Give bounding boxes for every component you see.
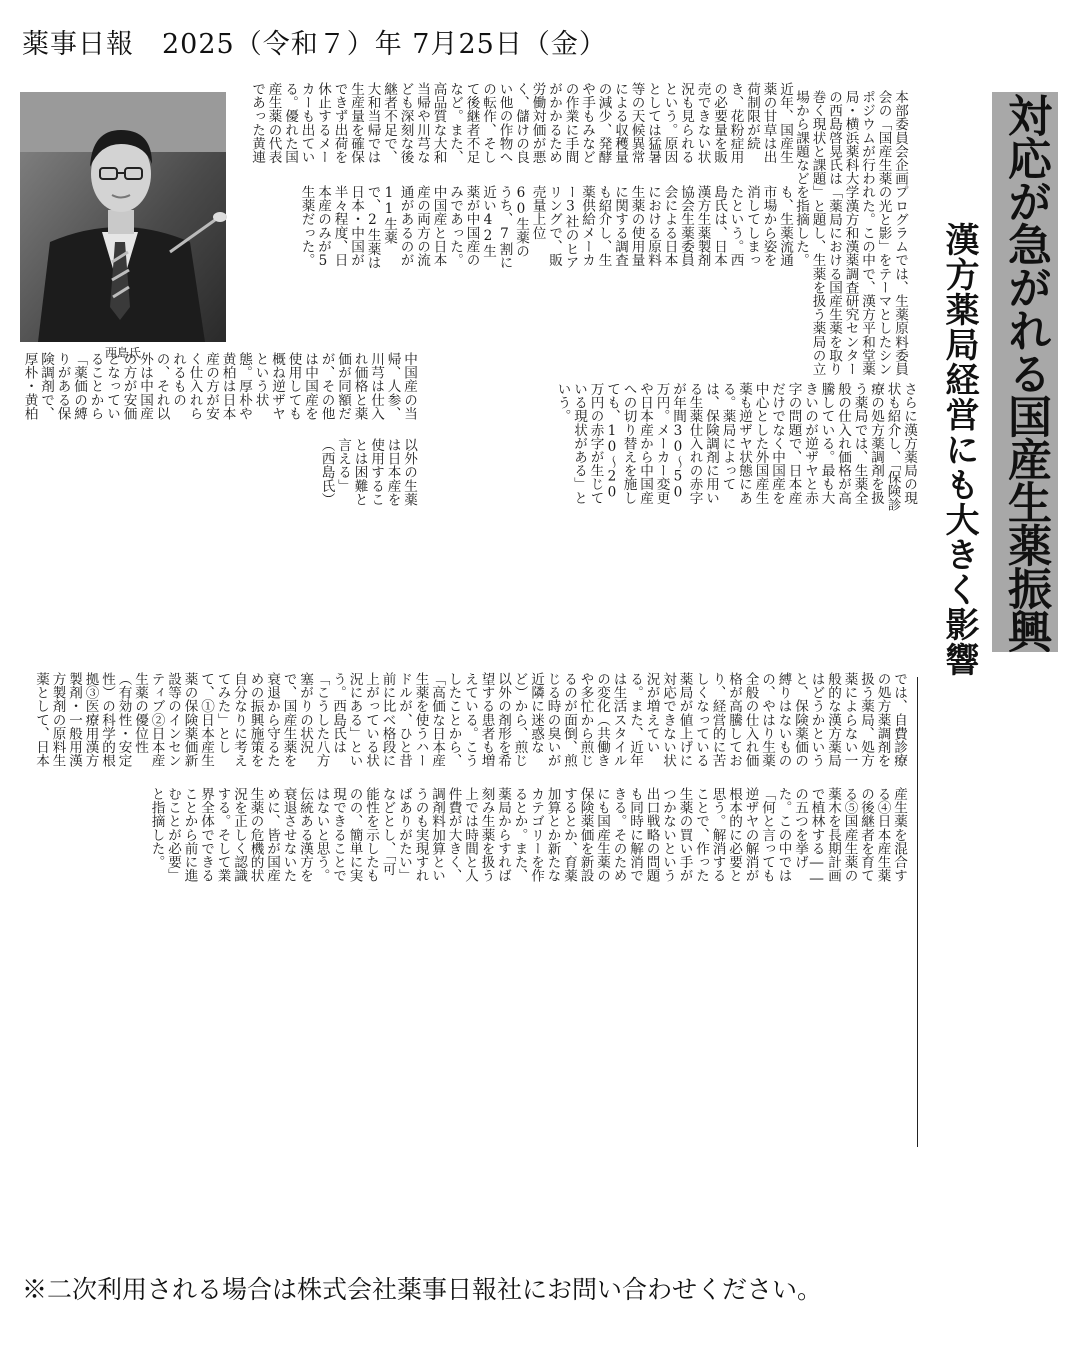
article-body-1: 近年、国産生薬の甘草は出荷制限が続き、花粉症用の必要量を販売できない状況も見られるという。原因としては猛暑等の天候異常による収穫量の減少、発酵や手もみなどの作業に手間がかかるため労働対価が悪く、儲けの良い他の作物への転作、そして後継者不足など。また、高品質な大和当帰や川芎なども深刻な後継者不足で、大和当帰では生産量を確保できず出荷を休止するメーカーも出ている。優れた国産生薬の代表であった黄連も、生薬流通市場から姿を消してしまったという。西島氏は、日本漢方生薬製剤協会生薬委員会による日本における原料生薬の使用量に関する調査も紹介し、生薬供給メーカー3社のヒアリングで、販売量上位60生薬のうち、7割に近い42生薬が中国産のみであった。中国産と日本産の両方の流通があるのが11生薬で、2生薬は日本・中国が半々程度、日本産のみが5生薬だった。 (249, 82, 793, 269)
footer-notice: ※二次利用される場合は株式会社薬事日報社にお問い合わせください。 (22, 1275, 823, 1304)
column-divider (917, 677, 918, 1147)
article-lede: 本部委員会企画プログラムでは、生薬原料委員会の「国産生薬の光と影」をテーマとしたシンポジウムが行われた。この中で、漢方平和堂薬局・横浜薬科大学漢方和漢薬調査研究センターの西島啓晃氏は「薬局における国産生薬を取り巻く現状と課題」と題し、生薬を扱う薬局の立場から課題などを指摘した。 (793, 90, 908, 376)
article-body-2: さらに漢方薬局の現状も紹介し、「保険診療の処方薬調剤を扱う薬局では、生薬全般の仕入れ価格が高騰している。最も大きいのが逆ザヤと赤字の問題で、日本産だけでなく中国産を中心とした外国産生薬も逆ザヤ状態にある。薬局によっては、保険調剤に用いる生薬仕入れの赤字が年間30〜50万円。メーカー変更や日本産から中国産への切り替えを施しても、10〜20万円の赤字が生じている現状がある」という。 (554, 382, 917, 512)
portrait-photo-icon (20, 92, 226, 342)
article-body-4: では、自費診療の処方薬調剤を扱う薬局、処方薬によらない一般的な漢方薬局はどうかというと、保険薬価の縛りはないものの、やはり生薬全般の仕入れ価格が高騰しており、経営的に苦しくなっている薬局が値上げに対応できない状況が増えている。また、近年は生活スタイルの変化（共働きや多忙から煎じるのが面倒、煎じる時の臭いが近隣に迷惑など）から、煎じ以外の剤形を希望する患者も増えている。こうしたことから、「高価な日本産生薬を使うハードルが、ひと昔前に比べ格段に上がっている状況にある」という。西島氏は「こうした八方塞がりの状況で、国産生薬を衰退から守るための振興施策を自分なりに考えてみた」として、①日本産生薬の保険薬価新設等のインセンティブ②日本産生薬の優位性（有効性・安定性）の科学的根拠③医療用漢方製剤・一般用漢方製剤の原料生薬として、日本産生薬を混合する④日本産生薬の後継者を育てる⑤国産生薬の薬木を長期計画で植林する――の五つを挙げた。この中では「何と言っても逆ザヤの解消が根本的に必要と思う。解消することで、作った生薬の買い手がつかないという出口戦略の問題も同時に解消できる。そのためにも国産生薬の保険薬価を新設するとか、育薬加算とか新たなカテゴリーを作るとか。また、薬局からすれば刻み生薬を扱う上では時間と人件費が大きく、調剤料加算というのも実現すればありがたい」などとし、「可能性を示したものの、簡単に実現できることではないと思う。伝統ある漢方を衰退させないために、皆が国産生薬の危機的状況を正しく認識する。そして業界全体でできることから前に進むことが必要」と指摘した。 (33, 672, 907, 887)
subheadline: 漢方薬局経営にも大きく影響 (939, 222, 979, 677)
masthead: 薬事日報 2025（令和７）年 7月25日（金） (22, 29, 607, 60)
headline: 対応が急がれる国産生薬振興 (992, 92, 1058, 652)
article-clipping (12, 82, 1070, 1254)
photo-caption: 西島氏 (104, 346, 141, 360)
speaker-photo (20, 92, 226, 342)
article-body-3: 中国産の当帰、人参、川芎は仕入れ価格と薬価が同額だが、その他は中国産を使用しても概ね逆ザヤという状態。厚朴や黄柏は日本産の方が安く仕入れられるものの、それ以外は中国産の方が安価となっていることから「薬価の縛りがある保険調剤で、厚朴・黄柏以外の生薬は日本産を使用することは困難と言える」（西島氏） (21, 352, 417, 506)
